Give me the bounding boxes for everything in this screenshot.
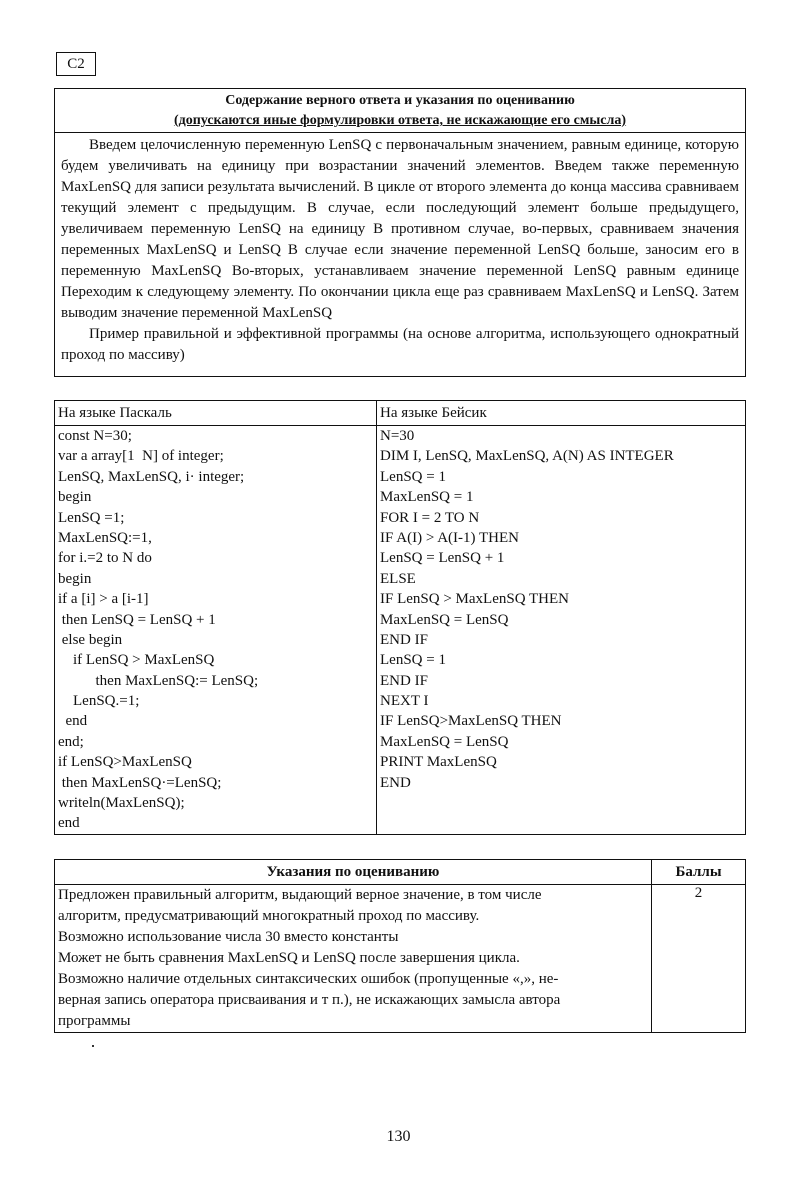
basic-header: На языке Бейсик — [377, 401, 746, 426]
pascal-code-line: end — [58, 815, 80, 832]
basic-code-line: MaxLenSQ = LenSQ — [380, 611, 509, 628]
basic-code — [380, 426, 742, 793]
basic-code-line: IF A(I) > A(I-1) THEN — [380, 529, 519, 546]
basic-code-line: LenSQ = LenSQ + 1 — [380, 550, 505, 567]
basic-code-line: FOR I = 2 TO N — [380, 509, 480, 526]
basic-code-line: MaxLenSQ = LenSQ — [380, 733, 509, 750]
basic-code-line: PRINT MaxLenSQ — [380, 754, 497, 771]
basic-code-line: END — [380, 774, 411, 791]
answer-box — [54, 88, 746, 377]
pascal-code-line: const N=30; — [58, 428, 132, 444]
basic-code-line: IF LenSQ > MaxLenSQ THEN — [380, 591, 570, 608]
pascal-code-line: writeln(MaxLenSQ); — [58, 795, 185, 812]
grading-points-cell: 2 — [652, 885, 746, 1033]
answer-box-body — [55, 133, 745, 366]
pascal-code-line: then LenSQ = LenSQ + 1 — [58, 611, 216, 628]
pascal-code-line: end; — [58, 733, 84, 750]
basic-code-line: END IF — [380, 631, 428, 648]
basic-code-line: N=30 — [380, 428, 415, 444]
answer-paragraph-2: Пример правильной и эффективной программы (на основе алгоритма, использующего однократный проход по массиву) — [61, 326, 739, 363]
pascal-code-line: begin — [58, 489, 92, 506]
pascal-code-line: then MaxLenSQ:= LenSQ; — [58, 672, 259, 689]
pascal-code-line: LenSQ.=1; — [58, 693, 140, 710]
pascal-code-line: for i.=2 to N do — [58, 550, 152, 567]
grading-criteria-line: Возможно использование числа 30 вместо константы — [58, 929, 399, 945]
pascal-code-line: if LenSQ>MaxLenSQ — [58, 754, 192, 771]
grading-criteria-text — [58, 885, 648, 1032]
pascal-code-line: MaxLenSQ:=1, — [58, 529, 152, 546]
grading-criteria-header: Указания по оцениванию — [55, 860, 652, 885]
grading-criteria-line: верная запись оператора присваивания и т п.), не искажающих замысла автора — [58, 992, 561, 1008]
grading-criteria-line: Предложен правильный алгоритм, выдающий верное значение, в том числе — [58, 887, 542, 903]
basic-code-line: LenSQ = 1 — [380, 652, 446, 669]
basic-code-line: ELSE — [380, 570, 416, 587]
task-label: C2 — [56, 52, 96, 76]
code-table — [54, 400, 746, 835]
answer-paragraph-1: Введем целочисленную переменную LenSQ с первоначальным значением, равным единице, которую будем увеличивать на единицу при возрастании значений элементов. Введем также переменную MaxLenSQ для записи результата вычислений. В цикле от второго элемента до конца массива сравниваем текущий элемент с предыдущим. В случае, если последующий элемент больше предыдущего, увеличиваем переменную LenSQ на единицу В противном случае, во-первых, сравниваем значения переменных MaxLenSQ и LenSQ В случае если значение переменной LenSQ больше, заносим его в переменную MaxLenSQ Во-вторых, устанавливаем значение переменной LenSQ равным единице Переходим к следующему элементу. По окончании цикла еще раз сравниваем MaxLenSQ и LenSQ. Затем выводим значение переменной MaxLenSQ — [61, 137, 739, 321]
pascal-header: На языке Паскаль — [55, 401, 377, 426]
pascal-code-line: var a array[1 N] of integer; — [58, 448, 224, 465]
pascal-code-line: else begin — [58, 631, 123, 648]
grading-criteria-cell — [55, 885, 652, 1033]
pascal-code-line: LenSQ =1; — [58, 509, 125, 526]
basic-code-line: IF LenSQ>MaxLenSQ THEN — [380, 713, 562, 730]
grading-criteria-line: программы — [58, 1013, 131, 1029]
pascal-code-cell — [55, 426, 377, 835]
pascal-code-line: then MaxLenSQ·=LenSQ; — [58, 774, 222, 791]
answer-box-header — [55, 89, 745, 133]
grading-points-header: Баллы — [652, 860, 746, 885]
header-line-1: Содержание верного ответа и указания по оцениванию — [225, 93, 575, 108]
pascal-code-line: end — [58, 713, 88, 730]
basic-code-line: END IF — [380, 672, 428, 689]
basic-code-line: MaxLenSQ = 1 — [380, 489, 474, 506]
grading-criteria-line: Возможно наличие отдельных синтаксических ошибок (пропущенные «,», не- — [58, 971, 559, 987]
pascal-code-line: begin — [58, 570, 92, 587]
header-line-2: (допускаются иные формулировки ответа, не искажающие его смысла) — [173, 113, 627, 128]
basic-code-cell — [377, 426, 746, 835]
grading-criteria-line: алгоритм, предусматривающий многократный проход по массиву. — [58, 908, 480, 924]
pascal-code — [58, 426, 373, 834]
basic-code-line: DIM I, LenSQ, MaxLenSQ, A(N) AS INTEGER — [380, 448, 674, 465]
grading-table — [54, 859, 746, 1033]
pascal-code-line: if a [i] > a [i-1] — [58, 591, 149, 608]
page-number: 130 — [386, 1128, 411, 1145]
basic-code-line: LenSQ = 1 — [380, 468, 446, 485]
grading-criteria-line: Может не быть сравнения MaxLenSQ и LenSQ после завершения цикла. — [58, 950, 520, 966]
pascal-code-line: LenSQ, MaxLenSQ, i· integer; — [58, 468, 245, 485]
basic-code-line: NEXT I — [380, 693, 429, 710]
pascal-code-line: if LenSQ > MaxLenSQ — [58, 652, 215, 669]
stray-dot — [92, 1045, 94, 1047]
